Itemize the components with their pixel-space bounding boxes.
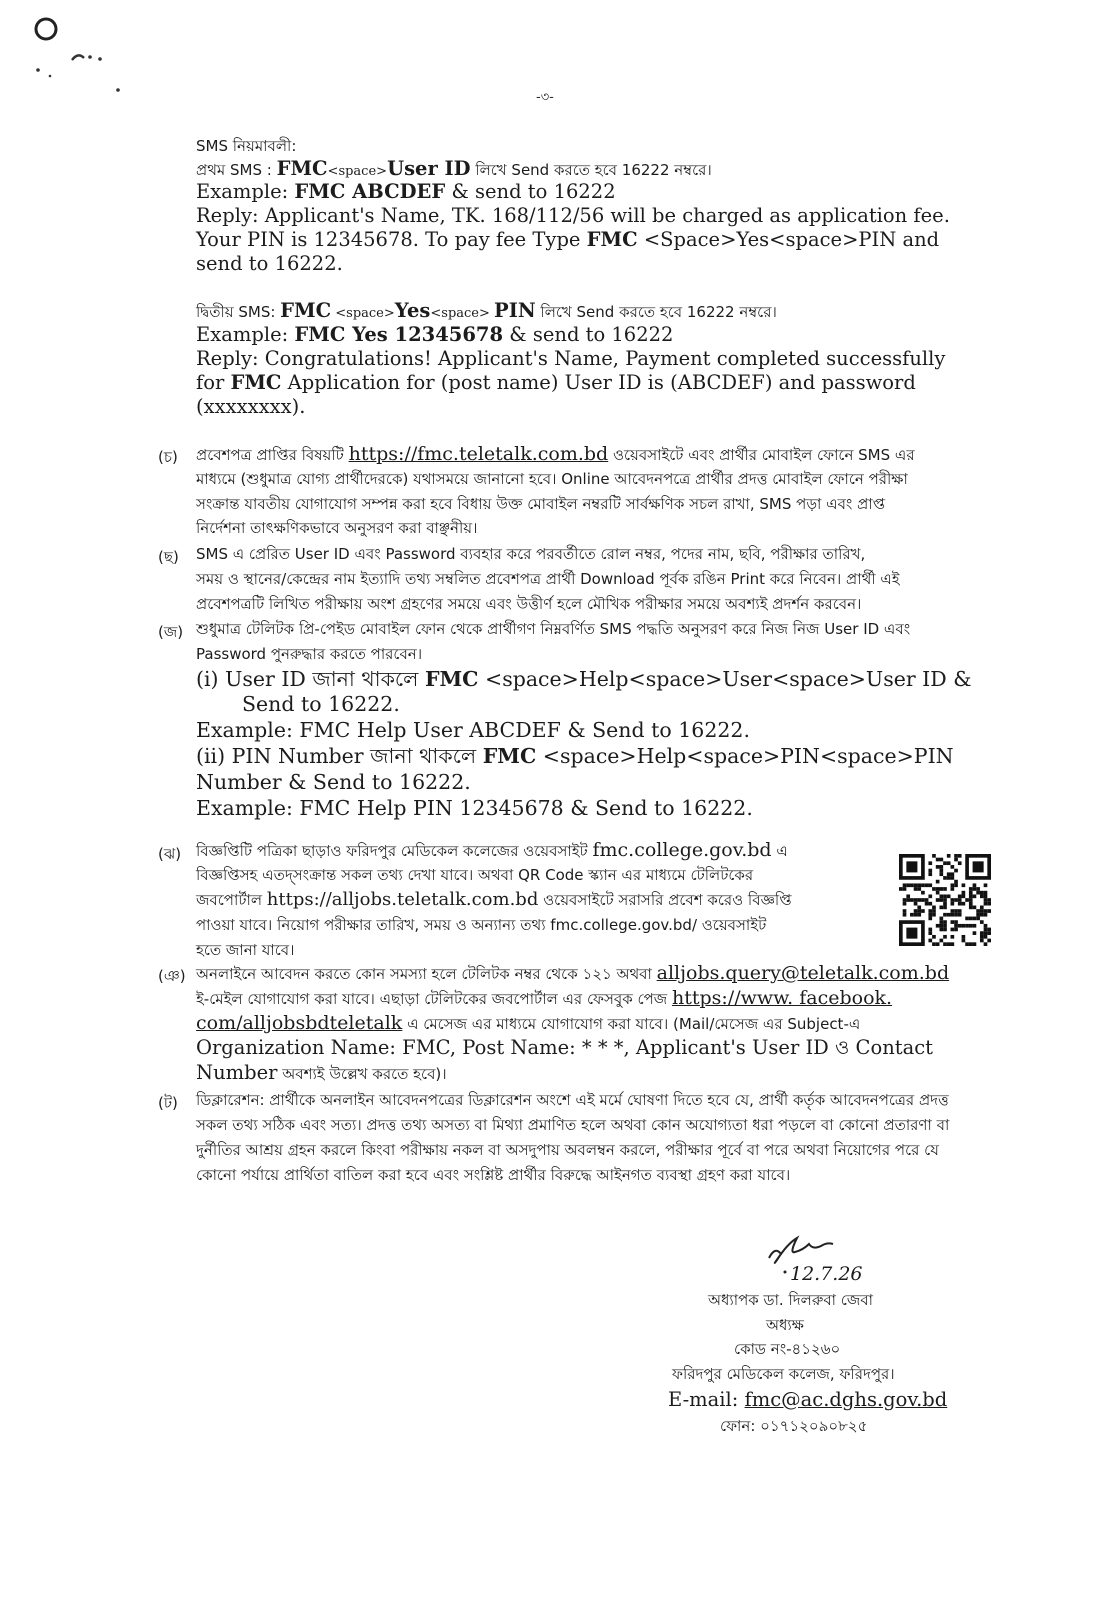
example-1-line: Example: FMC ABCDEF & send to 16222	[196, 180, 616, 203]
college-name: ফরিদপুর মেডিকেল কলেজ, ফরিদপুর।	[672, 1365, 895, 1383]
item-marker: (ট)	[158, 1094, 178, 1112]
item-nya-line-2: ই-মেইল যোগাযোগ করা যাবে। এছাড়া টেলিটকের জবপোর্টাল এর ফেসবুক পেজ https://www. facebook.	[196, 987, 893, 1009]
item-ta-line-4: কোনো পর্যায়ে প্রার্থিতা বাতিল করা হবে এবং সংশ্লিষ্ট প্রার্থীর বিরুদ্ধে আইনগত ব্যবস্থা গ্রহণ করা যাবে।	[196, 1166, 791, 1184]
reply-1-line-3: send to 16222.	[196, 252, 343, 275]
stray-ink-marks	[30, 12, 120, 102]
example-2-line: Example: FMC Yes 12345678 & send to 16222	[196, 323, 674, 346]
item-jha-line-4: পাওয়া যাবে। নিয়োগ পরীক্ষার তারিখ, সময় ও অন্যান্য তথ্য fmc.college.gov.bd/ ওয়েবসাইট	[196, 916, 767, 934]
item-ta-line-3: দুর্নীতির আশ্রয় গ্রহন করলে কিংবা পরীক্ষায় নকল বা অসদুপায় অবলম্বন করলে, পরীক্ষার পূর্বে বা পরে অথবা নিয়োগের পরে যে	[196, 1141, 939, 1159]
signature-date: 12.7.26	[790, 1263, 863, 1285]
item-ja-line-2: Password পুনরুদ্ধার করতে পারবেন।	[196, 645, 423, 663]
item-jha-line-2: বিজ্ঞপ্তিসহ এতদ্সংক্রান্ত সকল তথ্য দেখা যাবে। অথবা QR Code স্ক্যান এর মাধ্যমে টেলিটকের	[196, 866, 754, 884]
facebook-link-part-1[interactable]: https://www. facebook.	[671, 987, 893, 1009]
item-jha-line-1: বিজ্ঞপ্তিটি পত্রিকা ছাড়াও ফরিদপুর মেডিকেল কলেজের ওয়েবসাইট fmc.college.gov.bd এ	[196, 839, 788, 861]
item-cha-line-2: মাধ্যমে (শুধুমাত্র যোগ্য প্রার্থীদেরকে) যথাসময়ে জানানো হবে। Online আবেদনপত্রে প্রার্থীর প্রদত্ত মোবাইল ফোনে পরীক্ষা	[196, 470, 908, 488]
item-ja-line-1: শুধুমাত্র টেলিটক প্রি-পেইড মোবাইল ফোন থেকে প্রার্থীগণ নিম্নবর্ণিত SMS পদ্ধতি অনুসরণ করে নিজ নিজ User ID এবং	[196, 620, 911, 638]
facebook-link-part-2[interactable]: com/alljobsbdteletalk	[196, 1012, 403, 1034]
example-help-pin: Example: FMC Help PIN 12345678 & Send to 16222.	[196, 796, 753, 820]
item-ta-line-1: ডিক্লারেশন: প্রার্থীকে অনলাইন আবেদনপত্রের ডিক্লারেশন অংশে এই মর্মে ঘোষণা দিতে হবে যে, প্রার্থী কর্তৃক আবেদনপত্রের প্রদত্ত	[196, 1091, 949, 1109]
item-nya-line-5: Number অবশ্যই উল্লেখ করতে হবে)।	[196, 1061, 447, 1084]
page-number: -৩-	[536, 90, 554, 105]
example-help-user: Example: FMC Help User ABCDEF & Send to 16222.	[196, 718, 750, 742]
item-cha-line-3: সংক্রান্ত যাবতীয় যোগাযোগ সম্পন্ন করা হবে বিধায় উক্ত মোবাইল নম্বরটি সার্বক্ষণিক সচল রাখা, SMS পড়া এবং প্রাপ্ত	[196, 495, 886, 513]
teletalk-query-email-link[interactable]: alljobs.query@teletalk.com.bd	[656, 962, 950, 984]
item-jha-line-5: হতে জানা যাবে।	[196, 941, 295, 959]
sms-rules-heading: SMS নিয়মাবলী:	[196, 137, 297, 155]
recover-by-user-id-line-2: Send to 16222.	[242, 692, 400, 716]
reply-1-line-1: Reply: Applicant's Name, TK. 168/112/56 will be charged as application fee.	[196, 204, 950, 227]
item-marker: (জ)	[158, 623, 184, 641]
item-marker: (ছ)	[158, 548, 179, 566]
reply-2-line-1: Reply: Congratulations! Applicant's Name, Payment completed successfully	[196, 347, 946, 370]
item-nya-line-1: অনলাইনে আবেদন করতে কোন সমস্যা হলে টেলিটক নম্বর থেকে ১২১ অথবা alljobs.query@teletalk.com.bd	[196, 962, 950, 984]
recover-by-pin-line-2: Number & Send to 16222.	[196, 770, 471, 794]
item-ta-line-2: সকল তথ্য সঠিক এবং সত্য। প্রদত্ত তথ্য অসত্য বা মিথ্যা প্রমাণিত হলে অথবা কোন অযোগ্যতা ধরা পড়লে বা কোনো প্রতারণা বা	[196, 1116, 950, 1134]
second-sms-line: দ্বিতীয় SMS: FMC <space>Yes<space> PIN লিখে Send করতে হবে 16222 নম্বরে।	[196, 299, 777, 322]
signatory-title: অধ্যক্ষ	[766, 1316, 804, 1334]
recover-by-user-id: (i) User ID জানা থাকলে FMC <space>Help<space>User<space>User ID &	[196, 667, 972, 691]
phone-number: ফোন: ০১৭১২০৯০৮২৫	[720, 1417, 868, 1435]
first-sms-line: প্রথম SMS : FMC<space>User ID লিখে Send করতে হবে 16222 নম্বরে।	[196, 157, 712, 180]
item-marker: (ঝ)	[158, 845, 182, 863]
email-line: E-mail: fmc@ac.dghs.gov.bd	[668, 1388, 948, 1411]
item-nya-line-3: com/alljobsbdteletalk এ মেসেজ এর মাধ্যমে যোগাযোগ করা যাবে। (Mail/মেসেজ এর Subject-এ	[196, 1012, 861, 1034]
item-marker: (চ)	[158, 448, 178, 466]
reply-2-line-2: for FMC Application for (post name) User ID is (ABCDEF) and password	[196, 371, 916, 394]
signatory-name: অধ্যাপক ডা. দিলরুবা জেবা	[708, 1291, 873, 1309]
email-link[interactable]: fmc@ac.dghs.gov.bd	[744, 1388, 948, 1411]
item-chha-line-2: সময় ও স্থানের/কেন্দ্রের নাম ইত্যাদি তথ্য সম্বলিত প্রবেশপত্র প্রার্থী Download পূর্বক রঙিন Print করে নিবেন। প্রার্থী এই	[196, 570, 900, 588]
teletalk-fmc-link[interactable]: https://fmc.teletalk.com.bd	[348, 443, 609, 465]
item-cha-line-4: নির্দেশনা তাৎক্ষণিকভাবে অনুসরণ করা বাঞ্ছনীয়।	[196, 519, 478, 537]
item-jha-line-3: জবপোর্টাল https://alljobs.teletalk.com.bd ওয়েবসাইটে সরাসরি প্রবেশ করেও বিজ্ঞপ্তি	[196, 889, 792, 910]
office-code: কোড নং-৪১২৬০	[734, 1340, 841, 1358]
item-cha-line-1: প্রবেশপত্র প্রাপ্তির বিষয়টি https://fmc.teletalk.com.bd ওয়েবসাইটে এবং প্রার্থীর মোবাইল ফোনে SMS এর	[196, 443, 915, 465]
item-nya-line-4: Organization Name: FMC, Post Name: * * *, Applicant's User ID ও Contact	[196, 1036, 933, 1059]
recover-by-pin: (ii) PIN Number জানা থাকলে FMC <space>Help<space>PIN<space>PIN	[196, 744, 954, 768]
item-marker: (ঞ)	[158, 967, 186, 985]
qr-code[interactable]	[899, 854, 991, 946]
reply-1-line-2: Your PIN is 12345678. To pay fee Type FMC <Space>Yes<space>PIN and	[196, 228, 940, 251]
item-chha-line-3: প্রবেশপত্রটি লিখিত পরীক্ষায় অংশ গ্রহণের সময়ে এবং উত্তীর্ণ হলে মৌখিক পরীক্ষার সময়ে অবশ্যই প্রদর্শন করবেন।	[196, 595, 862, 613]
reply-2-line-3: (xxxxxxxx).	[196, 395, 306, 418]
item-chha-line-1: SMS এ প্রেরিত User ID এবং Password ব্যবহার করে পরবর্তীতে রোল নম্বর, পদের নাম, ছবি, পরীক্ষার তারিখ,	[196, 545, 866, 563]
